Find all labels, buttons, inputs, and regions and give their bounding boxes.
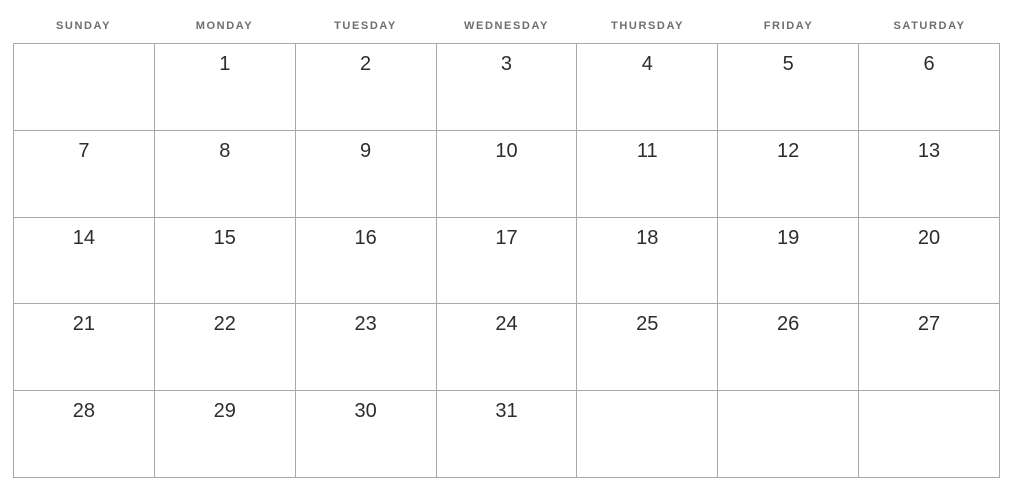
day-number: 31 [495, 400, 518, 423]
day-cell [154, 391, 295, 478]
day-number: 25 [636, 313, 659, 336]
day-cell [718, 217, 859, 304]
day-cell [577, 304, 718, 391]
day-cell [295, 130, 436, 217]
weekday-header-monday: MONDAY [195, 19, 254, 32]
day-cell [436, 44, 577, 131]
day-cell [436, 130, 577, 217]
day-cell [295, 44, 436, 131]
day-number: 5 [782, 53, 794, 75]
day-number: 10 [495, 139, 518, 162]
day-cell [577, 217, 718, 304]
weekday-header-thursday: THURSDAY [611, 19, 684, 32]
day-cell [14, 304, 155, 391]
day-cell [718, 391, 859, 478]
day-cell [154, 44, 295, 131]
day-number: 3 [500, 53, 513, 75]
day-number: 30 [354, 400, 377, 423]
week-row [14, 44, 1000, 131]
day-number: 18 [636, 226, 659, 249]
day-cell [718, 304, 859, 391]
day-number: 13 [917, 139, 941, 162]
day-number: 6 [923, 53, 935, 75]
day-cell [295, 391, 436, 478]
weekday-header-saturday: SATURDAY [893, 19, 966, 32]
day-cell [154, 304, 295, 391]
weekday-header-wednesday: WEDNESDAY [464, 19, 549, 32]
day-number: 28 [72, 400, 96, 423]
day-number: 7 [78, 139, 90, 162]
day-cell [859, 391, 1000, 478]
day-number: 9 [360, 139, 372, 162]
day-cell [859, 217, 1000, 304]
day-cell [859, 130, 1000, 217]
day-cell [14, 391, 155, 478]
day-cell [14, 217, 155, 304]
day-number: 16 [354, 226, 377, 249]
week-row [14, 217, 1000, 304]
day-number: 23 [354, 313, 377, 336]
weekday-header-friday: FRIDAY [763, 19, 814, 32]
day-number: 22 [213, 313, 236, 336]
day-cell [295, 217, 436, 304]
weekday-header-tuesday: TUESDAY [334, 19, 397, 32]
day-cell [577, 44, 718, 131]
day-cell [718, 44, 859, 131]
day-cell [577, 130, 718, 217]
week-row [14, 391, 1000, 478]
day-number: 27 [917, 313, 941, 336]
day-number: 14 [72, 226, 96, 249]
monthly-calendar [13, 0, 1000, 478]
day-grid [13, 43, 1000, 478]
day-cell [14, 44, 155, 131]
day-cell [577, 391, 718, 478]
day-number: 29 [213, 400, 236, 423]
day-cell [859, 304, 1000, 391]
day-number: 2 [360, 53, 372, 75]
day-number: 24 [495, 313, 518, 336]
day-number: 11 [636, 139, 658, 162]
day-number: 15 [213, 226, 236, 249]
day-number: 17 [495, 226, 518, 249]
day-cell [295, 304, 436, 391]
day-cell [154, 217, 295, 304]
week-row [14, 130, 1000, 217]
day-cell [436, 304, 577, 391]
day-number: 20 [917, 226, 941, 249]
day-number: 12 [777, 139, 800, 162]
weekday-header-row [13, 0, 1000, 43]
day-number: 8 [219, 139, 231, 162]
day-cell [14, 130, 155, 217]
day-number: 19 [777, 226, 800, 249]
day-cell [436, 217, 577, 304]
day-number: 26 [777, 313, 800, 336]
week-row [14, 304, 1000, 391]
weekday-header-sunday: SUNDAY [55, 19, 112, 32]
day-number: 21 [72, 313, 96, 336]
day-cell [718, 130, 859, 217]
day-cell [436, 391, 577, 478]
day-number: 1 [219, 53, 231, 75]
day-cell [154, 130, 295, 217]
day-cell [859, 44, 1000, 131]
day-number: 4 [641, 53, 653, 75]
